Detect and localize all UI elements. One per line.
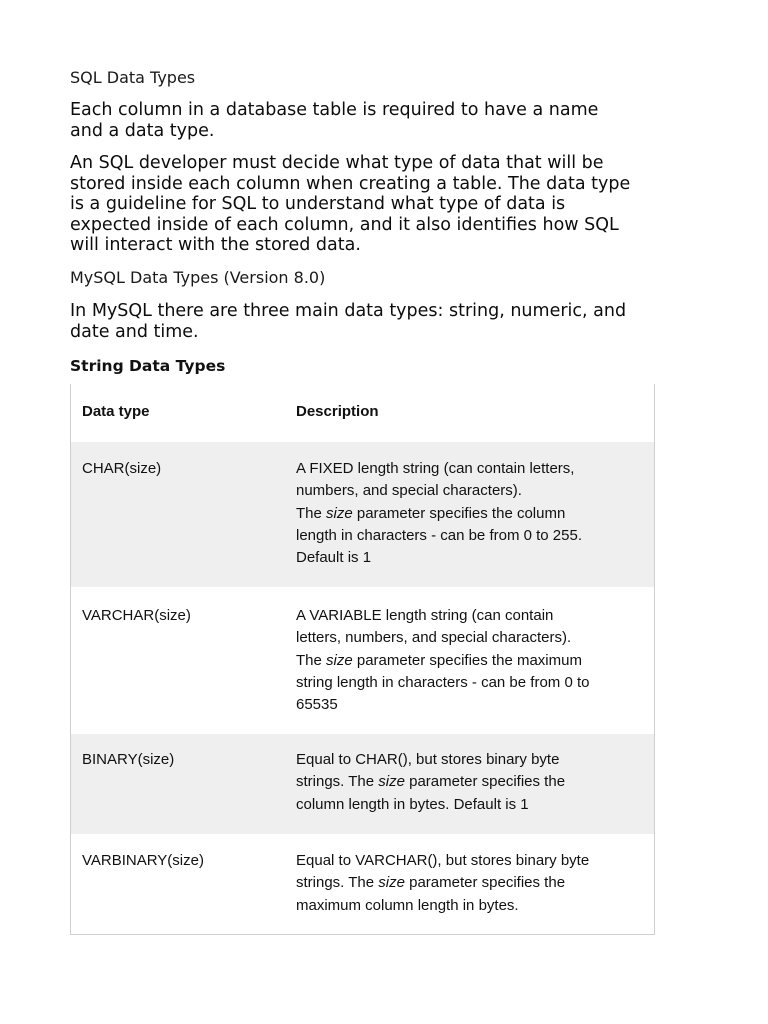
intro-line: and a data type. bbox=[70, 120, 215, 141]
description-line: A VARIABLE length string (can contain bbox=[296, 607, 554, 624]
cell-data-type: VARCHAR(size) bbox=[82, 607, 191, 624]
description-line: Equal to CHAR(), but stores binary byte bbox=[296, 751, 560, 768]
description-line: string length in characters - can be from 0 to bbox=[296, 673, 590, 691]
cell-description bbox=[296, 850, 651, 917]
mysql-intro-paragraph bbox=[70, 301, 710, 342]
description-line: A FIXED length string (can contain letters, bbox=[296, 460, 575, 477]
explanation-line: stored inside each column when creating a table. The data type bbox=[70, 173, 631, 194]
description-line: The size parameter specifies the column bbox=[296, 504, 566, 522]
intro-paragraph bbox=[70, 100, 710, 141]
cell-data-type: BINARY(size) bbox=[82, 751, 175, 768]
header-description: Description bbox=[296, 403, 379, 420]
cell-data-type: VARBINARY(size) bbox=[82, 852, 204, 869]
description-line: The size parameter specifies the maximum bbox=[296, 651, 582, 669]
explanation-line: An SQL developer must decide what type of data that will be bbox=[70, 153, 604, 173]
document-title: SQL Data Types bbox=[70, 68, 196, 87]
description-line: Equal to VARCHAR(), but stores binary byte bbox=[296, 852, 590, 869]
table-row bbox=[71, 834, 654, 934]
string-types-heading: String Data Types bbox=[70, 357, 226, 375]
cell-data-type: CHAR(size) bbox=[82, 460, 162, 477]
description-line: strings. The size parameter specifies the bbox=[296, 874, 566, 892]
header-data-type: Data type bbox=[82, 403, 150, 420]
table-row bbox=[71, 734, 654, 834]
intro-line: Each column in a database table is required to have a name bbox=[70, 100, 599, 120]
italic-term: size bbox=[378, 874, 405, 892]
cell-description bbox=[296, 605, 651, 716]
cell-description bbox=[296, 458, 651, 569]
table-row bbox=[71, 587, 654, 734]
description-line: column length in bytes. Default is 1 bbox=[296, 795, 529, 813]
mysql-heading: MySQL Data Types (Version 8.0) bbox=[70, 268, 326, 287]
table-header-row bbox=[71, 384, 654, 442]
cell-description bbox=[296, 749, 651, 816]
explanation-line: will interact with the stored data. bbox=[70, 235, 361, 255]
description-line: numbers, and special characters). bbox=[296, 482, 522, 500]
italic-term: size bbox=[326, 504, 353, 522]
table-row bbox=[71, 442, 654, 587]
string-data-types-table bbox=[70, 384, 655, 935]
italic-term: size bbox=[326, 651, 353, 669]
description-line: letters, numbers, and special characters). bbox=[296, 629, 572, 647]
italic-term: size bbox=[378, 773, 405, 791]
mysql-intro-line: In MySQL there are three main data types: string, numeric, and bbox=[70, 301, 627, 321]
description-line: strings. The size parameter specifies the bbox=[296, 773, 566, 791]
explanation-line: is a guideline for SQL to understand what type of data is bbox=[70, 194, 566, 214]
explanation-line: expected inside of each column, and it also identifies how SQL bbox=[70, 214, 619, 235]
description-line: length in characters - can be from 0 to 255. bbox=[296, 526, 582, 544]
explanation-paragraph bbox=[70, 153, 710, 256]
description-line: maximum column length in bytes. bbox=[296, 896, 519, 914]
description-line: Default is 1 bbox=[296, 549, 372, 567]
mysql-intro-line: date and time. bbox=[70, 321, 199, 342]
description-line: 65535 bbox=[296, 696, 338, 714]
